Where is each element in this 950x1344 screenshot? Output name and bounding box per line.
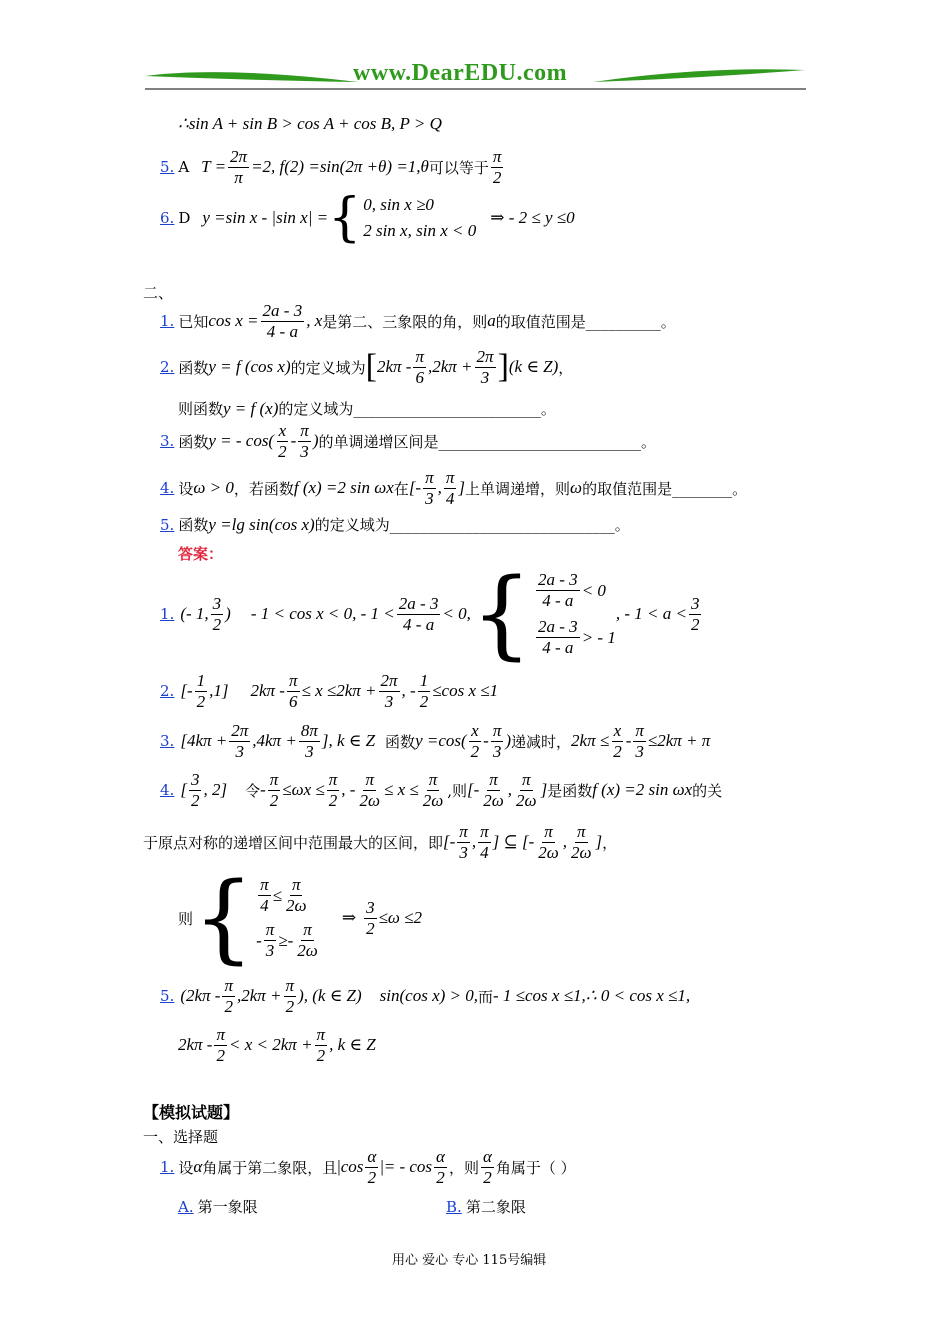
s2-question-4: 4. 设 ω > 0 ，若函数 f (x) =2 sin ωx 在 [- $\frac{\pi}{3}$ , $\frac{\pi}{4}$ ] 上单调递增，则 ω 的取值范围是________。 xyxy=(160,467,748,508)
answer-s2-5: 5. (2kπ - $\frac{\pi}{2}$ ,2kπ + $\frac{\pi}{2}$ ), (k ∈ Z) sin(cos x) > 0, 而 - 1 ≤cos x ≤1,∴ 0 < cos x ≤1, xyxy=(160,975,691,1016)
answer-s2-4-line3: 则 { $\frac{\pi}{4}$ ≤ $\frac{\pi}{2\omega}$ - $\frac{\pi}{3}$ ≥- $\frac{\pi}{2\omega}$ ⇒ $\frac{3}{2}$ ≤ω ≤2 xyxy=(178,862,422,974)
s2-question-3: 3. 函数 y = - cos( $\frac{x}{2}$ - $\frac{\pi}{3}$ ) 的单调递增区间是___________________________。 xyxy=(160,420,656,461)
answer-s2-2: 2. [- $\frac{1}{2}$ ,1] 2kπ - $\frac{\pi}{6}$ ≤ x ≤2kπ + $\frac{2\pi}{3}$ , - $\frac{1}{2}$ ≤cos x ≤1 xyxy=(160,670,499,711)
section2-heading: 二、 xyxy=(143,284,174,302)
page-footer: 用心 爱心 专心 115号编辑 xyxy=(392,1253,547,1268)
s2-question-2-line2: 则函数 y = f (x) 的定义域为_________________________。 xyxy=(178,398,556,418)
site-logo: www.DearEDU.com xyxy=(353,60,568,86)
mock-option-a: A. 第一象限 xyxy=(178,1197,258,1216)
mock-heading: 【模拟试题】 xyxy=(143,1103,240,1122)
therefore-line: ∴sin A + sin B > cos A + cos B, P > Q xyxy=(178,114,442,133)
answer-5: 5. A T = $\frac{2\pi}{\pi}$ =2, f(2) =sin(2π +θ) =1,θ 可以等于 $\frac{\pi}{2}$ xyxy=(160,146,502,187)
answer-s2-3: 3. [4kπ + $\frac{2\pi}{3}$ ,4kπ + $\frac{8\pi}{3}$ ], k ∈ Z 函数 y =cos( $\frac{x}{2}$ - $\frac{\pi}{3}$ ) 递减时， 2kπ ≤ $\frac{x}{2}$ - $\frac{\pi}{3}$ ≤2kπ + π xyxy=(160,720,711,761)
answers-label: 答案： xyxy=(178,545,224,563)
s2-question-1: 1. 已知 cos x = $\frac{2a - 3}{4 - a}$ , x 是第二、三象限的角，则 a 的取值范围是__________。 xyxy=(160,300,676,341)
s2-question-2: 2. 函数 y = f (cos x) 的定义域为 [ 2kπ - $\frac{\pi}{6}$ ,2kπ + $\frac{2\pi}{3}$ ] (k ∈ Z) ， xyxy=(160,346,574,387)
answer-s2-5-line2: 2kπ - $\frac{\pi}{2}$ < x < 2kπ + $\frac{\pi}{2}$ , k ∈ Z xyxy=(178,1024,376,1065)
answer-s2-4: 4. [ $\frac{3}{2}$ , 2] 令 - $\frac{\pi}{2}$ ≤ωx ≤ $\frac{\pi}{2}$ , - $\frac{\pi}{2\omega}$ ≤ x ≤ $\frac{\pi}{2\omega}$ ,则 [- $\frac{\pi}{2\omega}$ , $\frac{\pi}{2\omega}$ ] 是函数 f (x) =2 sin ωx 的关 xyxy=(160,769,723,810)
answer-6: 6. D y =sin x - |sin x| = { 0, sin x ≥0 2 sin x, sin x < 0 ⇒ - 2 ≤ y ≤0 xyxy=(160,188,575,248)
s2-question-5: 5. 函数 y =lg sin(cos x) 的定义域为______________________________。 xyxy=(160,514,630,534)
q-num: 5. xyxy=(160,158,175,176)
header-banner xyxy=(143,62,808,94)
mock-option-b: B. 第二象限 xyxy=(446,1197,526,1216)
answer-s2-1: 1. (- 1, $\frac{3}{2}$ ) - 1 < cos x < 0, - 1 < $\frac{2a - 3}{4 - a}$ < 0, { $\frac{2a - 3}{4 - a}$ < 0 $\frac{2a - 3}{4 - a}$ > - 1 , - 1 < a < $\frac{3}{2}$ xyxy=(160,558,700,670)
mock-question-1: 1. 设 α 角属于第二象限，且 | cos $\frac{\alpha}{2}$ | = - cos $\frac{\alpha}{2}$ ，则 $\frac{\alpha}{2}$ 角属于（ ） xyxy=(160,1146,576,1187)
answer-s2-4-line2: 于原点对称的递增区间中范围最大的区间，即 [- $\frac{\pi}{3}$ , $\frac{\pi}{4}$ ] ⊆ [- $\frac{\pi}{2\omega}$ , $\frac{\pi}{2\omega}$ ] ， xyxy=(143,821,618,862)
mock-subheading: 一、选择题 xyxy=(143,1128,219,1146)
